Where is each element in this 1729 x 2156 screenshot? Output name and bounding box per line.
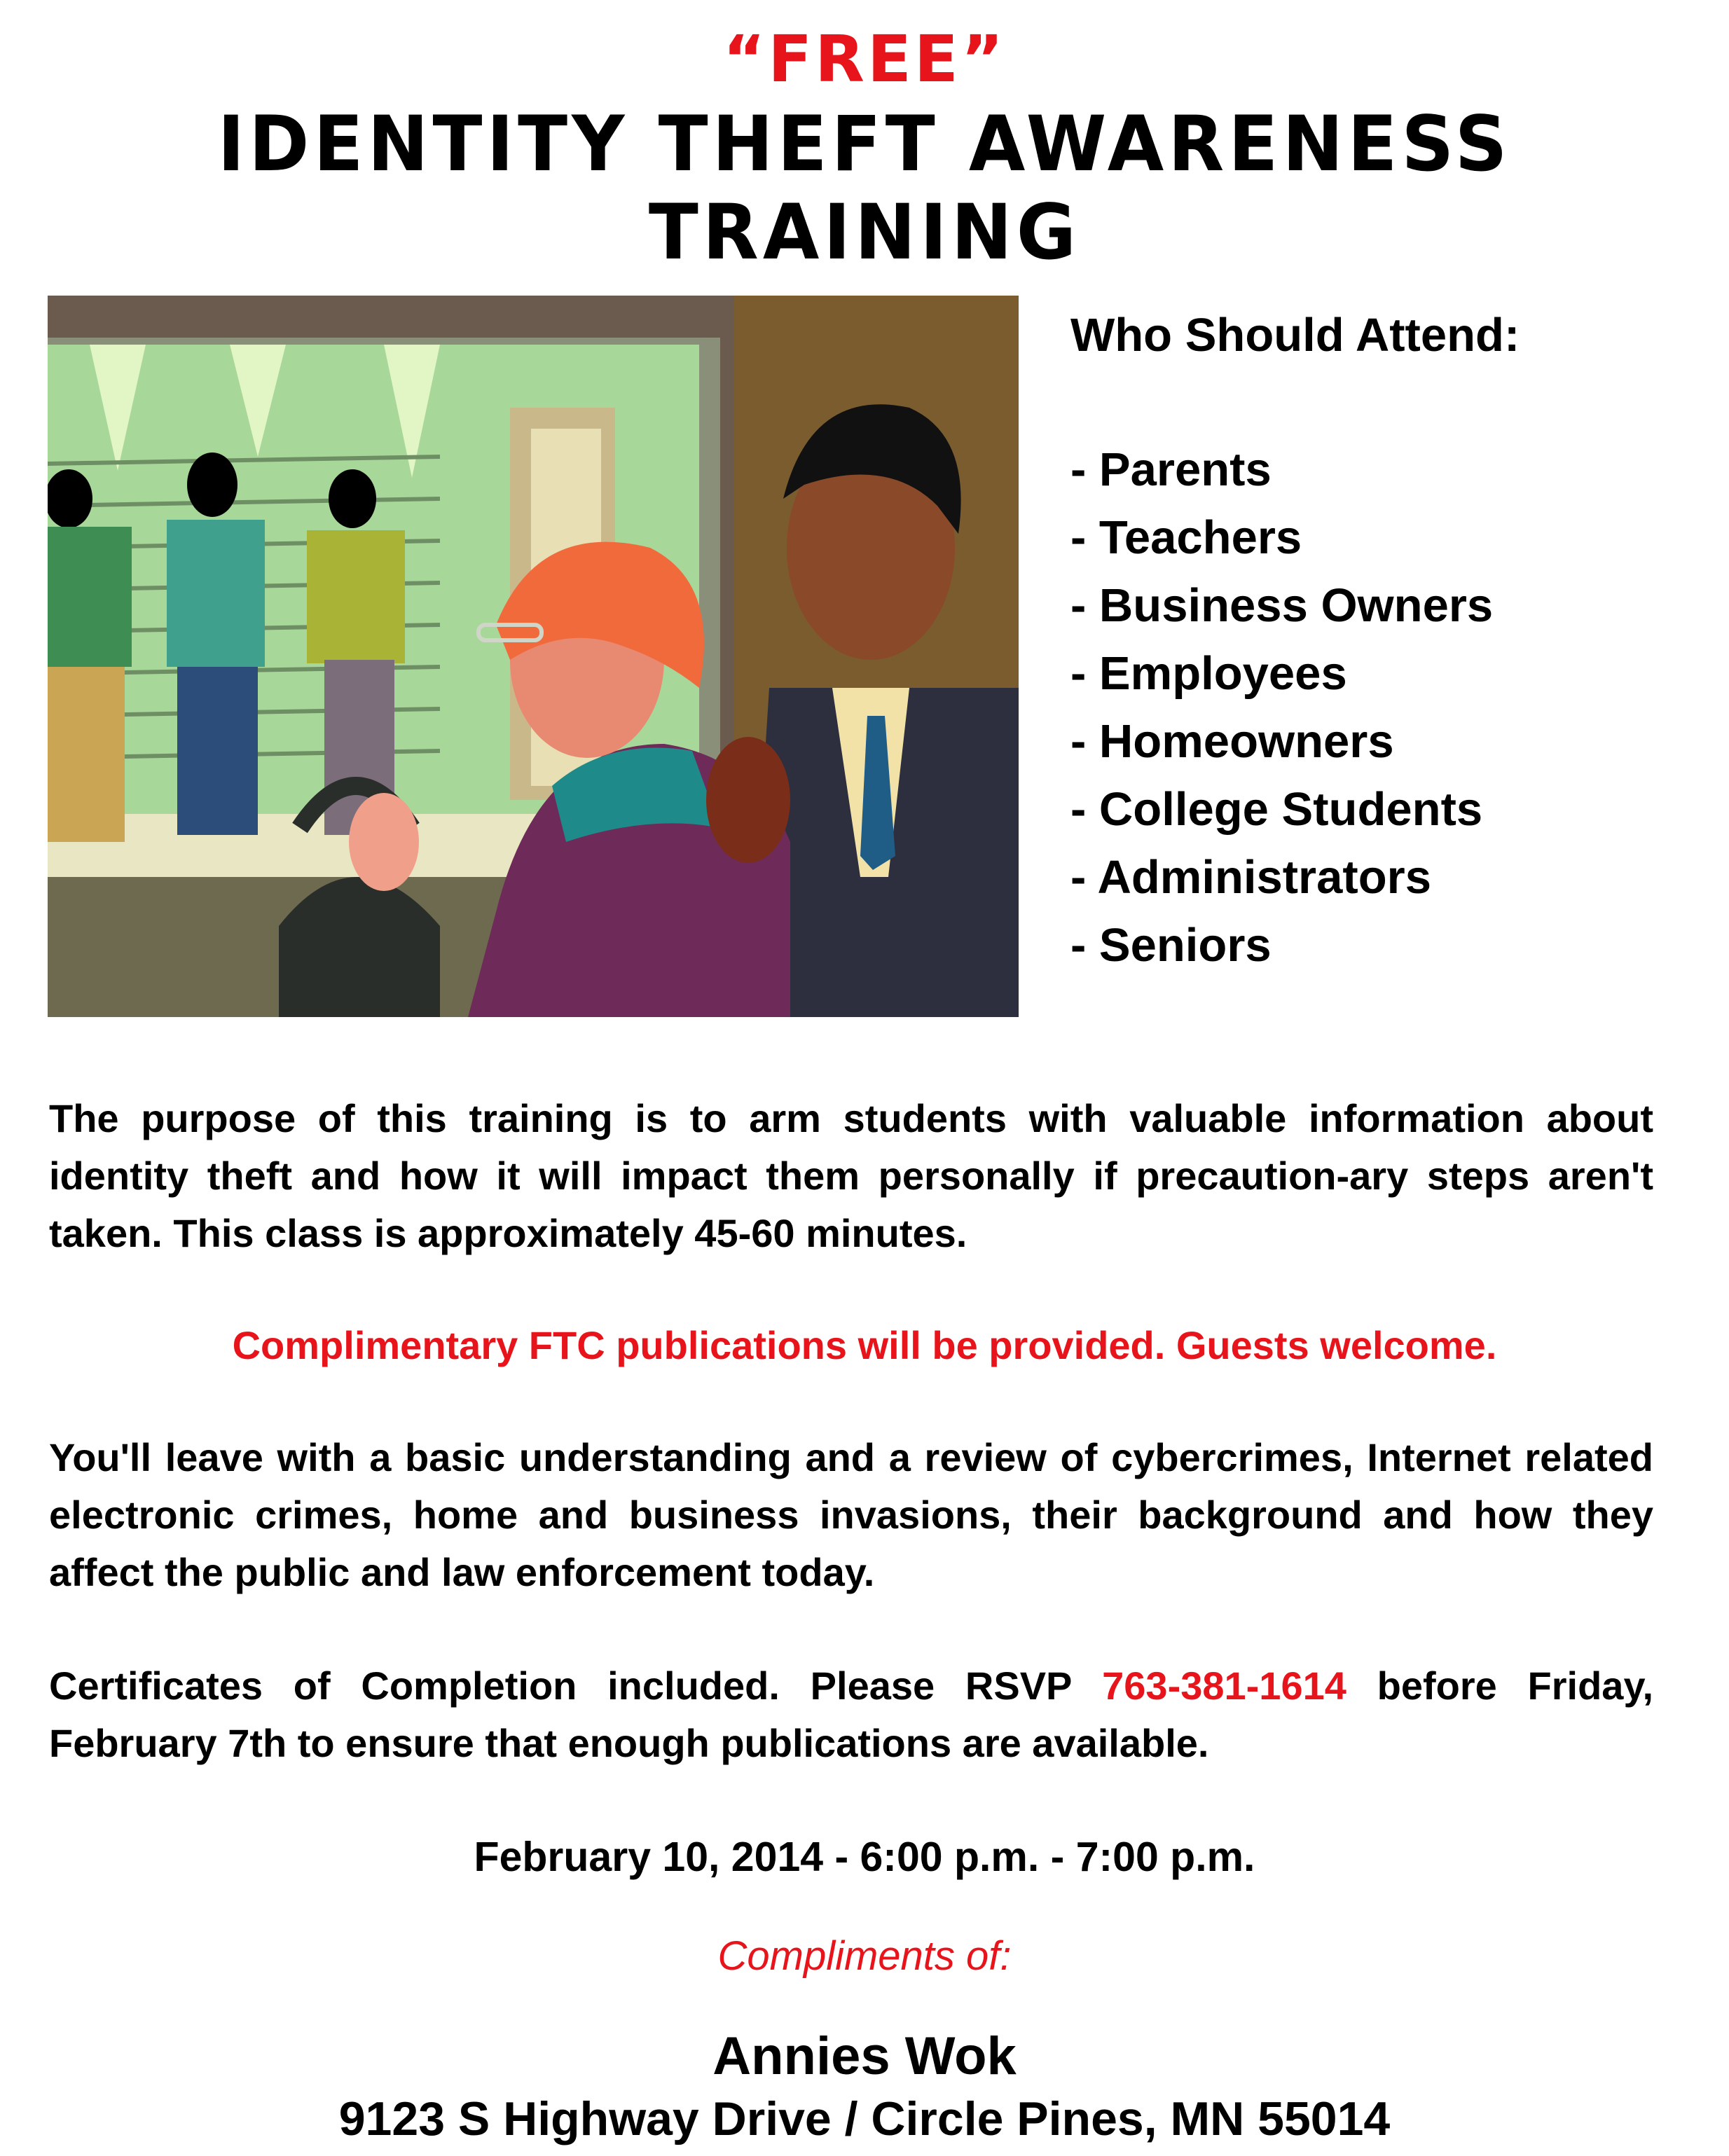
list-item: - Employees bbox=[1070, 647, 1347, 700]
overview-paragraph: You'll leave with a basic understanding and a review of cybercrimes, Internet related electronic crimes, home and business invasions, their background and how they affect the public and law enforcement today. bbox=[49, 1435, 1653, 1594]
list-item: - Homeowners bbox=[1070, 715, 1394, 768]
publications-notice: Complimentary FTC publications will be provided. Guests welcome. bbox=[232, 1323, 1497, 1367]
list-item: - Parents bbox=[1070, 443, 1272, 496]
attendee-list-title: Who Should Attend: bbox=[1070, 309, 1520, 361]
list-item: - Teachers bbox=[1070, 511, 1302, 564]
rsvp-text-after: before Friday, February 7th to ensure that enough publications are available. bbox=[49, 1664, 1653, 1765]
list-item: - Business Owners bbox=[1070, 579, 1494, 632]
rsvp-phone-link[interactable]: 763-381-1614 bbox=[1102, 1664, 1346, 1708]
purpose-paragraph: The purpose of this training is to arm students with valuable information about identity theft and how it will impact them personally if precaution-ary steps aren't taken. This class is approximately 45-60 minutes. bbox=[49, 1096, 1653, 1255]
sponsor-address: 9123 S Highway Drive / Circle Pines, MN 55014 bbox=[338, 2092, 1391, 2145]
compliments-label: Compliments of: bbox=[717, 1933, 1012, 1979]
page-title: IDENTITY THEFT AWARENESS TRAINING bbox=[217, 98, 1512, 277]
attendee-list bbox=[1070, 436, 1701, 979]
event-date-time: February 10, 2014 - 6:00 p.m. - 7:00 p.m. bbox=[474, 1834, 1255, 1880]
list-item: - Seniors bbox=[1070, 919, 1272, 972]
attendee-list-section bbox=[1070, 301, 1701, 979]
rsvp-paragraph bbox=[49, 1657, 1653, 1772]
sponsor-name: Annies Wok bbox=[712, 2026, 1017, 2086]
lineup-witness-illustration bbox=[48, 296, 1019, 1017]
list-item: - Administrators bbox=[1070, 851, 1431, 904]
rsvp-text-before: Certificates of Completion included. Please RSVP bbox=[49, 1664, 1103, 1708]
free-heading: “FREE” bbox=[722, 22, 1007, 97]
list-item: - College Students bbox=[1070, 783, 1483, 836]
